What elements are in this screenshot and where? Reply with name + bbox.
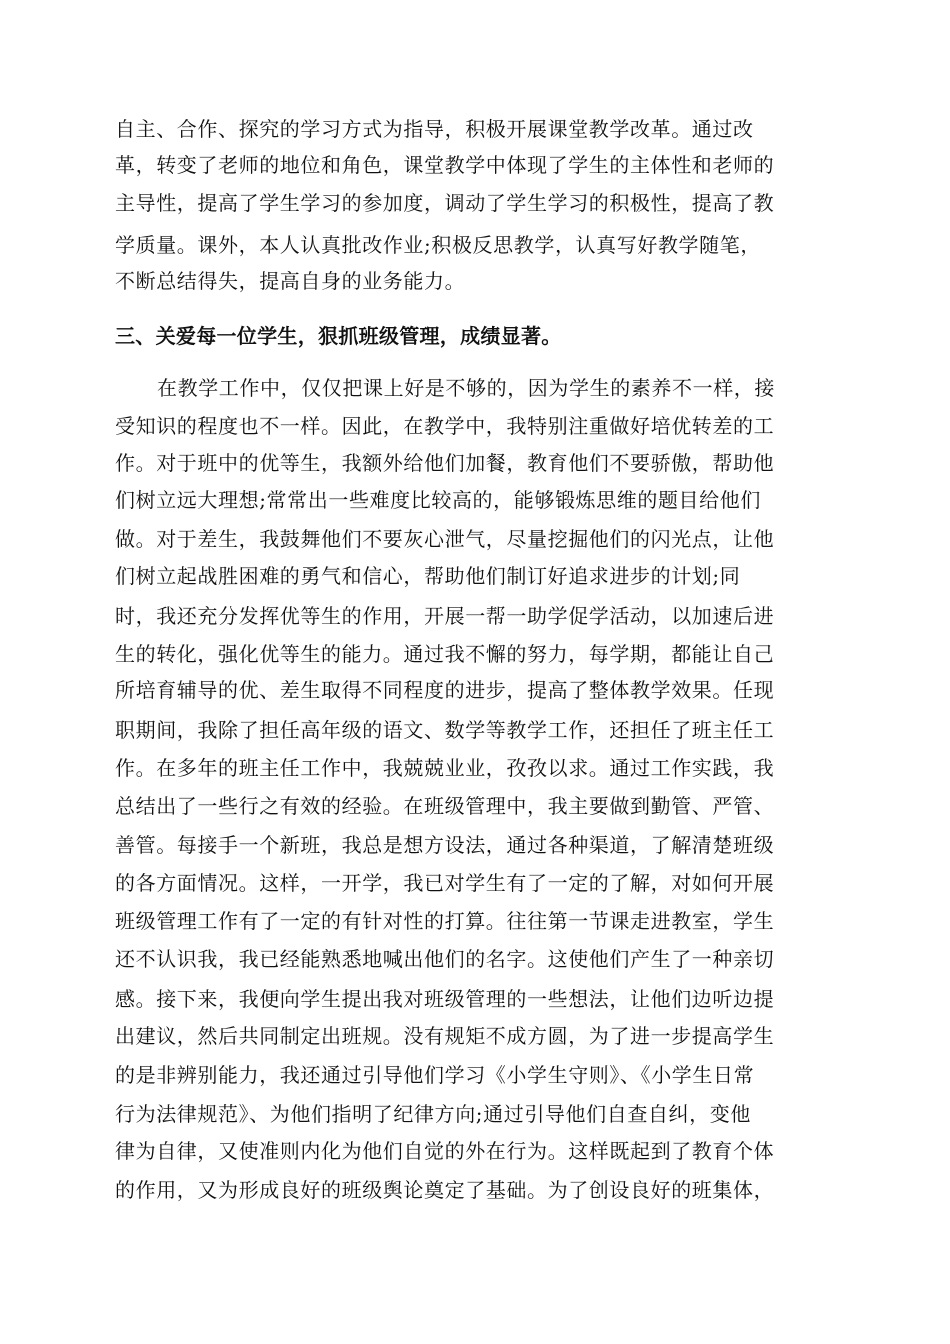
paragraph-line: 善管。每接手一个新班，我总是想方设法，通过各种渠道，了解清楚班级 xyxy=(115,833,775,857)
paragraph-line: 在教学工作中，仅仅把课上好是不够的，因为学生的素养不一样，接 xyxy=(157,376,775,400)
paragraph-line: 班级管理工作有了一定的有针对性的打算。往往第一节课走进教室，学生 xyxy=(115,909,775,933)
paragraph-line: 出建议，然后共同制定出班规。没有规矩不成方圆，为了进一步提高学生 xyxy=(115,1024,775,1048)
paragraph-line: 做。对于差生，我鼓舞他们不要灰心泄气，尽量挖掘他们的闪光点，让他 xyxy=(115,527,775,551)
paragraph-line: 总结出了一些行之有效的经验。在班级管理中，我主要做到勤管、严管、 xyxy=(115,794,775,818)
paragraph-line: 的是非辨别能力，我还通过引导他们学习《小学生守则》、《小学生日常 xyxy=(115,1063,755,1087)
paragraph-line: 职期间，我除了担任高年级的语文、数学等教学工作，还担任了班主任工 xyxy=(115,718,775,742)
paragraph-line: 时，我还充分发挥优等生的作用，开展一帮一助学促学活动，以加速后进 xyxy=(115,604,775,628)
paragraph-line: 律为自律，又使准则内化为他们自觉的外在行为。这样既起到了教育个体 xyxy=(115,1139,775,1163)
paragraph-line: 感。接下来，我便向学生提出我对班级管理的一些想法，让他们边听边提 xyxy=(115,987,775,1011)
paragraph-line: 行为法律规范》、为他们指明了纪律方向;通过引导他们自查自纠，变他 xyxy=(115,1102,751,1126)
paragraph-line: 们树立远大理想;常常出一些难度比较高的，能够锻炼思维的题目给他们 xyxy=(115,488,761,512)
paragraph-line: 作。在多年的班主任工作中，我兢兢业业，孜孜以求。通过工作实践，我 xyxy=(115,756,775,780)
paragraph-line: 们树立起战胜困难的勇气和信心，帮助他们制订好追求进步的计划;同 xyxy=(115,564,741,588)
paragraph-line: 作。对于班中的优等生，我额外给他们加餐，教育他们不要骄傲，帮助他 xyxy=(115,451,775,475)
paragraph-line: 的各方面情况。这样，一开学，我已对学生有了一定的了解，对如何开展 xyxy=(115,871,775,895)
paragraph-line: 所培育辅导的优、差生取得不同程度的进步，提高了整体教学效果。任现 xyxy=(115,678,775,702)
section-heading: 三、关爱每一位学生，狠抓班级管理，成绩显著。 xyxy=(115,324,562,348)
paragraph-line: 革，转变了老师的地位和角色，课堂教学中体现了学生的主体性和老师的 xyxy=(115,153,775,177)
paragraph-line: 生的转化，强化优等生的能力。通过我不懈的努力，每学期，都能让自己 xyxy=(115,642,775,666)
paragraph-line: 还不认识我，我已经能熟悉地喊出他们的名字。这使他们产生了一种亲切 xyxy=(115,947,775,971)
paragraph-line: 主导性，提高了学生学习的参加度，调动了学生学习的积极性，提高了教 xyxy=(115,191,775,215)
paragraph-line: 学质量。课外，本人认真批改作业;积极反思教学，认真写好教学随笔， xyxy=(115,233,761,257)
paragraph-line: 自主、合作、探究的学习方式为指导，积极开展课堂教学改革。通过改 xyxy=(115,117,754,141)
paragraph-line: 不断总结得失，提高自身的业务能力。 xyxy=(115,269,466,293)
paragraph-line: 的作用，又为形成良好的班级舆论奠定了基础。为了创设良好的班集体， xyxy=(115,1178,775,1202)
paragraph-line: 受知识的程度也不一样。因此，在教学中，我特别注重做好培优转差的工 xyxy=(115,414,775,438)
